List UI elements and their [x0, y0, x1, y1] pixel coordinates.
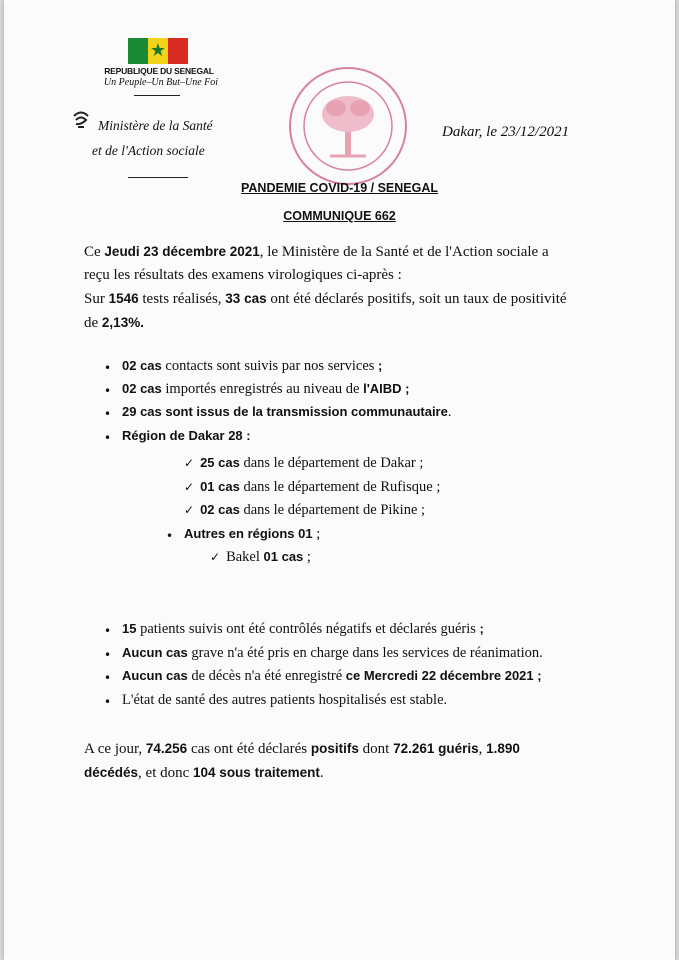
text: ;	[303, 549, 311, 565]
bold-text: 1546	[108, 291, 139, 306]
checkmark-icon: ✓	[184, 480, 195, 494]
bullet-icon: •	[104, 407, 112, 421]
text: importés enregistrés au niveau de	[161, 381, 364, 397]
flag-band-green	[128, 38, 148, 64]
republic-name: REPUBLIQUE DU SENEGAL	[104, 66, 214, 76]
list-subitem-bakel	[210, 549, 311, 566]
list-subitem-rufisque	[184, 479, 440, 496]
official-stamp	[286, 64, 410, 188]
bold-text: 02 cas	[122, 358, 162, 373]
text: ont été déclarés positifs, soit un taux de positivité	[266, 291, 567, 307]
bold-text: 72.261 guéris	[393, 741, 479, 756]
text: grave n'a été pris en charge dans les services de réanimation.	[187, 645, 543, 661]
document-date: Dakar, le 23/12/2021	[442, 124, 570, 140]
text: dans le département de Rufisque ;	[239, 479, 441, 495]
text: ,	[478, 741, 487, 757]
text: L'état de santé des autres patients hospitalisés est stable.	[122, 692, 448, 708]
bullet-icon: •	[104, 431, 112, 445]
bullet-icon: •	[104, 361, 112, 375]
flag-band-red	[168, 38, 188, 64]
text: de	[84, 315, 102, 331]
bold-text: 15	[122, 621, 137, 636]
text: dont	[358, 741, 394, 757]
summary-paragraph	[84, 737, 654, 785]
bold-text: 33 cas	[225, 291, 267, 306]
bold-text: Région de Dakar 28 :	[122, 428, 251, 443]
list-item-recovered	[122, 621, 484, 638]
text: Bakel	[226, 549, 264, 565]
bold-text: 29 cas sont issus de la transmission communautaire	[122, 404, 448, 419]
bold-text: 01 cas	[200, 479, 240, 494]
text: Sur	[84, 291, 109, 307]
summary-line-2	[84, 761, 654, 785]
bullet-icon: •	[104, 671, 112, 685]
text: tests réalisés,	[138, 291, 226, 307]
bold-text: 01 cas	[263, 549, 304, 564]
list-item-community	[122, 404, 451, 421]
bullet-icon: •	[104, 648, 112, 662]
text: , et donc	[138, 765, 194, 781]
text: dans le département de Pikine ;	[239, 502, 426, 518]
intro-paragraph	[84, 240, 644, 335]
text: de décès n'a été enregistré	[187, 668, 346, 684]
list-item-deaths	[122, 668, 542, 685]
bold-text: 1.890	[486, 741, 520, 756]
list-item-severe	[122, 645, 543, 662]
text: cas ont été déclarés	[187, 741, 311, 757]
checkmark-icon: ✓	[210, 550, 221, 564]
checkmark-icon: ✓	[184, 456, 195, 470]
bold-text: 104 sous traitement	[193, 765, 320, 780]
list-item-imported	[122, 381, 410, 398]
bold-text: 74.256	[145, 741, 188, 756]
text: , le Ministère de la Santé et de l'Action sociale a	[259, 244, 549, 260]
list-subitem-dakar	[184, 455, 423, 472]
national-motto: Un Peuple–Un But–Une Foi	[103, 77, 219, 88]
bullet-icon: •	[166, 529, 174, 543]
senegal-flag	[128, 38, 188, 64]
bold-text: 02 cas	[122, 381, 162, 396]
text: .	[447, 404, 452, 420]
bold-text: 2,13%.	[101, 315, 144, 330]
bold-text: Autres en régions 01	[184, 526, 313, 541]
document-subtitle: COMMUNIQUE 662	[283, 209, 396, 223]
ministry-line-1: Ministère de la Santé	[98, 118, 213, 133]
ministry-line-2: et de l'Action sociale	[92, 143, 205, 158]
list-item-contacts	[122, 358, 382, 375]
document-title: PANDEMIE COVID-19 / SENEGAL	[240, 181, 439, 195]
bold-text: 25 cas	[200, 455, 240, 470]
list-subitem-pikine	[184, 502, 425, 519]
text: patients suivis ont été contrôlés négatifs et déclarés guéris	[136, 621, 480, 637]
bold-text: positifs	[310, 741, 359, 756]
bold-text: Aucun cas	[122, 645, 188, 660]
bold-text: décédés	[84, 765, 139, 780]
list-item-dakar-region	[122, 428, 251, 445]
list-item-stable	[122, 692, 447, 709]
bullet-icon: •	[104, 624, 112, 638]
bullet-icon: •	[104, 384, 112, 398]
text: .	[319, 765, 324, 781]
bold-text: Aucun cas	[122, 668, 188, 683]
bold-text: ;	[479, 621, 484, 636]
header-divider-bottom	[128, 177, 188, 178]
text: A ce jour,	[84, 741, 146, 757]
bold-text: 02 cas	[200, 502, 240, 517]
summary-line-1	[84, 737, 654, 761]
bold-text: ;	[378, 358, 383, 373]
document-page	[4, 0, 675, 960]
text: ;	[312, 526, 321, 542]
intro-line-4	[84, 311, 644, 335]
list-item-other-regions	[184, 526, 320, 543]
bold-text: l'AIBD ;	[363, 381, 410, 396]
text: reçu les résultats des examens virologiques ci-après :	[84, 267, 402, 283]
checkmark-icon: ✓	[184, 503, 195, 517]
bullet-icon: •	[104, 695, 112, 709]
intro-line-2	[84, 264, 644, 287]
header-divider-top	[134, 95, 180, 96]
text: dans le département de Dakar ;	[239, 455, 424, 471]
bold-text: ce Mercredi 22 décembre 2021 ;	[345, 668, 542, 683]
intro-line-3	[84, 287, 644, 311]
bold-text: Jeudi 23 décembre 2021	[104, 244, 260, 259]
text: contacts sont suivis par nos services	[161, 358, 379, 374]
caduceus-icon	[70, 110, 92, 130]
text: Ce	[84, 244, 105, 260]
intro-line-1	[84, 240, 644, 264]
star-icon: ★	[149, 40, 167, 61]
